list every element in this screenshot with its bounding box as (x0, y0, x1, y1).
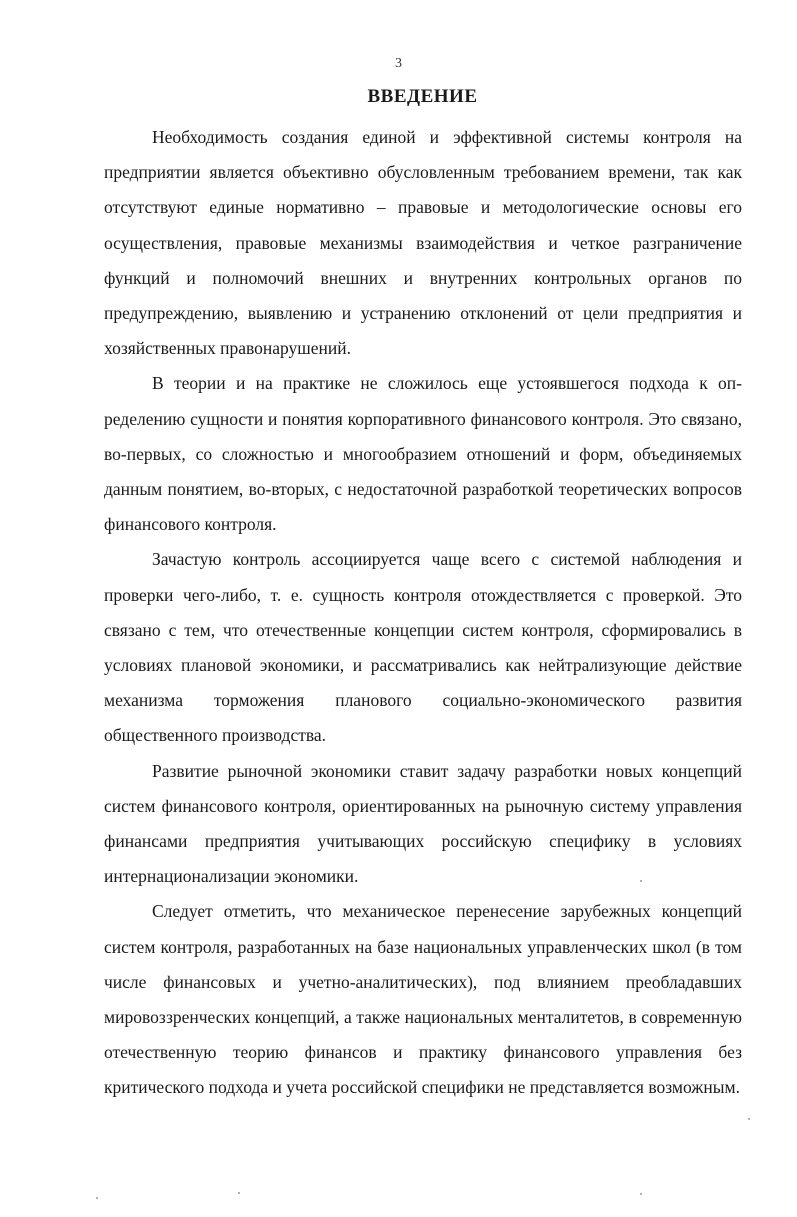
page-number: 3 (395, 56, 402, 71)
paragraph-4: Развитие рыночной экономики ставит задачу разработки новых концепций систем финансового контроля, ориентированных на рыночную систему управления финансами предприятия учитывающих российскую специфику в условиях интернационализации экономики. (104, 760, 742, 887)
paragraph-2: В теории и на практике не сложилось еще устоявшегося подхода к определению сущности и понятия корпоративного финансового контроля. Это связано, во-первых, со сложностью и многообразием отношений и форм, объединяемых данным понятием, во-вторых, с недостаточной разработкой теоретических вопросов финансового контроля. (104, 373, 742, 535)
section-title: ВВЕДЕНИЕ (367, 86, 478, 107)
body-text (104, 120, 742, 1106)
scan-speck (96, 1197, 98, 1199)
scan-speck (640, 880, 642, 882)
scan-speck (748, 1118, 750, 1120)
paragraph-1: Необходимость создания единой и эффективной системы контроля на предприятии является объективно обусловленным требованием времени, так как отсутствуют единые нормативно – правовые и методологические основы его осуществления, правовые механизмы взаимодействия и четкое разграничение функций и полномочий внешних и внутренних контрольных органов по предупреждению, выявлению и устранению отклонений от цели предприятия и хозяйственных правонарушений. (104, 127, 742, 359)
paragraph-5: Следует отметить, что механическое перенесение зарубежных концепций систем контроля, разработанных на базе национальных управленческих школ (в том числе финансовых и учетно-аналитических), под влиянием преобладавших мировоззренческих концепций, а также национальных менталитетов, в современную отечественную теорию финансов и практику финансового управления без критического подхода и учета российской специфики не представляется возможным. (104, 901, 742, 1098)
scan-speck (238, 1192, 240, 1194)
scan-speck (640, 1193, 642, 1195)
paragraph-3: Зачастую контроль ассоциируется чаще всего с системой наблюдения и проверки чего-либо, т. е. сущность контроля отождествляется с проверкой. Это связано с тем, что отечественные концепции систем контроля, сформировались в условиях плановой экономики, и рассматривались как нейтрализующие действие механизма торможения планового социально-экономического развития общественного производства. (104, 549, 742, 746)
